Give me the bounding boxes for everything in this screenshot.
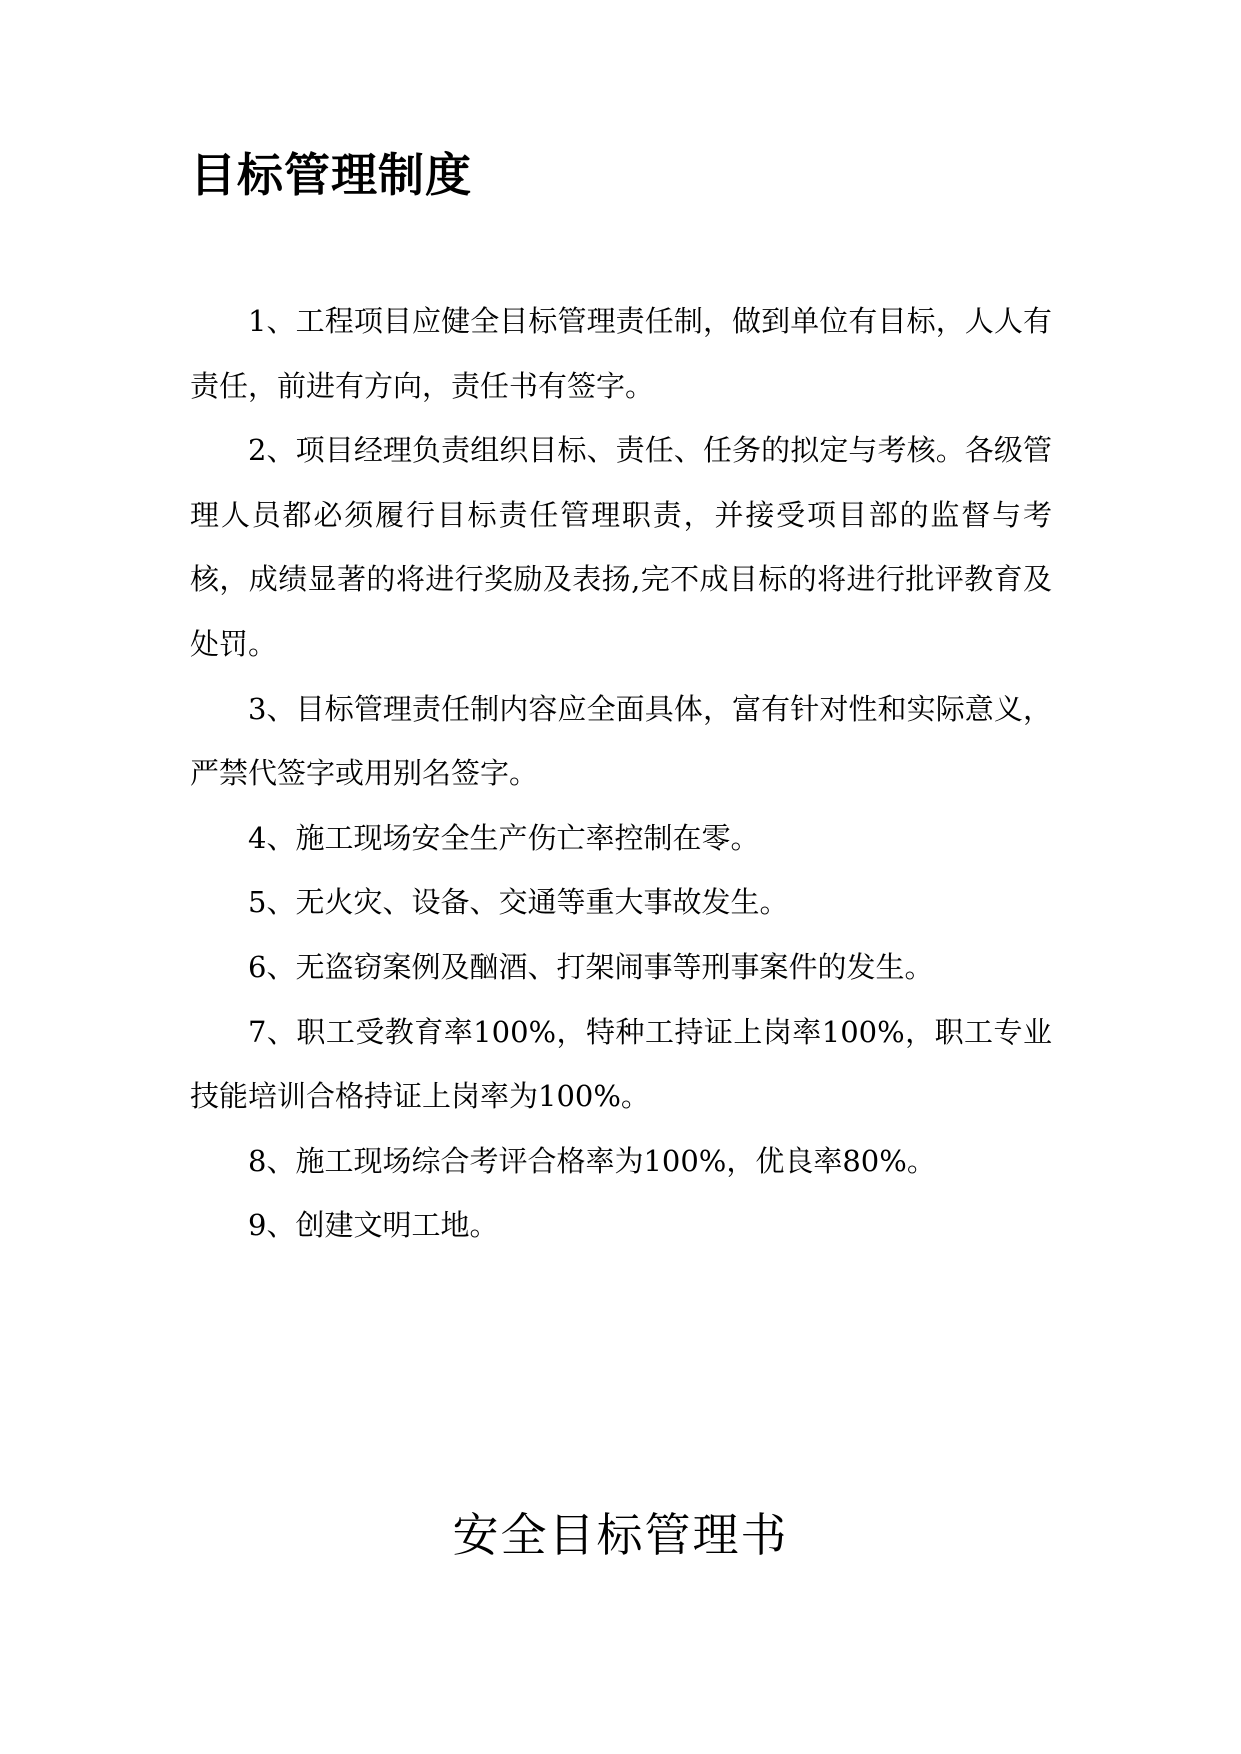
list-item: 5、无火灾、设备、交通等重大事故发生。 bbox=[248, 885, 789, 920]
section-title: 安全目标管理书 bbox=[452, 1508, 789, 1562]
list-item: 4、施工现场安全生产伤亡率控制在零。 bbox=[248, 820, 760, 855]
document-body bbox=[190, 289, 1052, 1258]
list-item: 3、目标管理责任制内容应全面具体，富有针对性和实际意义，严禁代签字或用别名签字。 bbox=[190, 691, 1052, 791]
list-item: 8、施工现场综合考评合格率为100%，优良率80%。 bbox=[248, 1143, 936, 1178]
list-item: 1、工程项目应健全目标管理责任制，做到单位有目标，人人有责任，前进有方向，责任书有签字。 bbox=[190, 304, 1052, 403]
list-item: 7、职工受教育率100%，特种工持证上岗率100%，职工专业技能培训合格持证上岗率为100%。 bbox=[190, 1014, 1052, 1114]
list-item: 2、项目经理负责组织目标、责任、任务的拟定与考核。各级管理人员都必须履行目标责任管理职责，并接受项目部的监督与考核，成绩显著的将进行奖励及表扬,完不成目标的将进行批评教育及处罚。 bbox=[190, 433, 1052, 661]
page-title: 目标管理制度 bbox=[190, 148, 472, 202]
list-item: 6、无盗窃案例及酗酒、打架闹事等刑事案件的发生。 bbox=[248, 949, 934, 984]
list-item: 9、创建文明工地。 bbox=[248, 1208, 499, 1243]
